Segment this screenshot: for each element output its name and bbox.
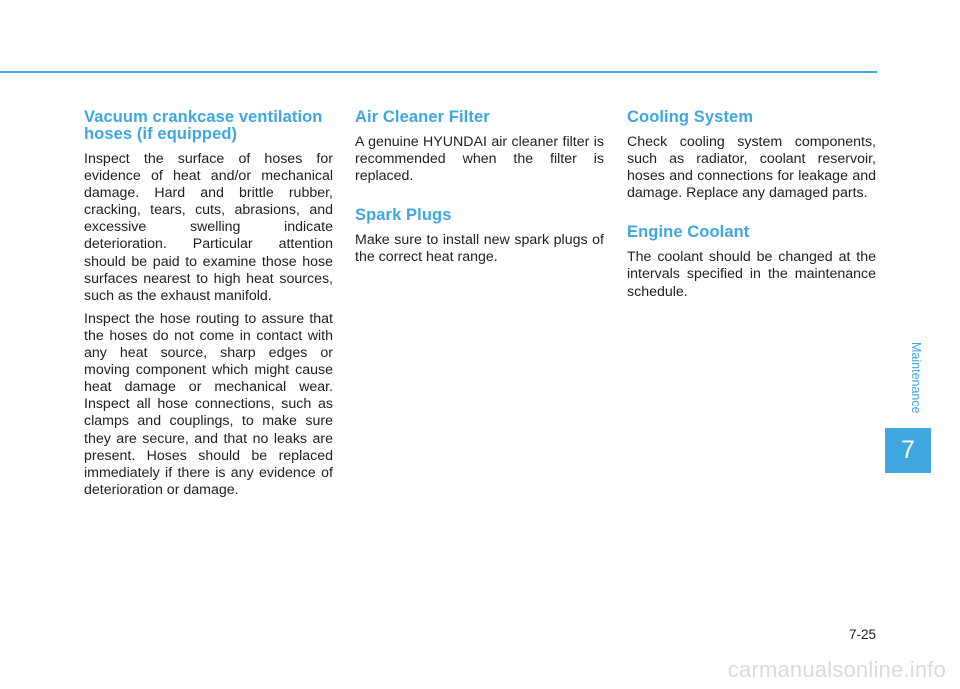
section-heading-vacuum-hoses: Vacuum crankcase ventilation hoses (if equipped) bbox=[84, 108, 323, 143]
paragraph: Make sure to install new spark plugs of the correct heat range. bbox=[355, 232, 604, 266]
paragraph: Inspect the surface of hoses for evidence of heat and/or mechanical damage. Hard and brittle rubber, cracking, tears, cuts, abrasions, and excessive swelling indicate deterioration. Particular attention should be paid to examine those hose surfaces nearest to high heat sources, such as the exhaust manifold. bbox=[84, 151, 333, 304]
paragraph: Check cooling system components, such as radiator, coolant reservoir, hoses and connections for leakage and damage. Replace any damaged parts. bbox=[627, 134, 876, 202]
section-heading-engine-coolant: Engine Coolant bbox=[627, 223, 750, 242]
paragraph: A genuine HYUNDAI air cleaner filter is recommended when the filter is replaced. bbox=[355, 134, 604, 185]
chapter-side-label: Maintenance bbox=[909, 342, 923, 414]
header-rule bbox=[0, 71, 877, 73]
column-left bbox=[84, 109, 333, 505]
paragraph: Inspect the hose routing to assure that the hoses do not come in contact with any heat source, sharp edges or moving component which might cause heat damage or mechanical wear. Inspect all hose connections, such as clamps and couplings, to make sure they are secure, and that no leaks are present. Hoses should be replaced immediately if there is any evidence of deterioration or damage. bbox=[84, 310, 333, 498]
chapter-number: 7 bbox=[901, 436, 915, 464]
section-heading-spark-plugs: Spark Plugs bbox=[355, 206, 452, 225]
page-number: 7-25 bbox=[848, 627, 876, 642]
section-heading-cooling-system: Cooling System bbox=[627, 108, 754, 126]
column-middle bbox=[355, 109, 604, 272]
chapter-tab[interactable] bbox=[885, 428, 931, 473]
paragraph: The coolant should be changed at the intervals specified in the maintenance schedule. bbox=[627, 249, 876, 300]
section-heading-air-cleaner-filter: Air Cleaner Filter bbox=[355, 108, 490, 126]
watermark: carmanualsonline.info bbox=[727, 657, 946, 682]
column-right bbox=[627, 109, 876, 307]
